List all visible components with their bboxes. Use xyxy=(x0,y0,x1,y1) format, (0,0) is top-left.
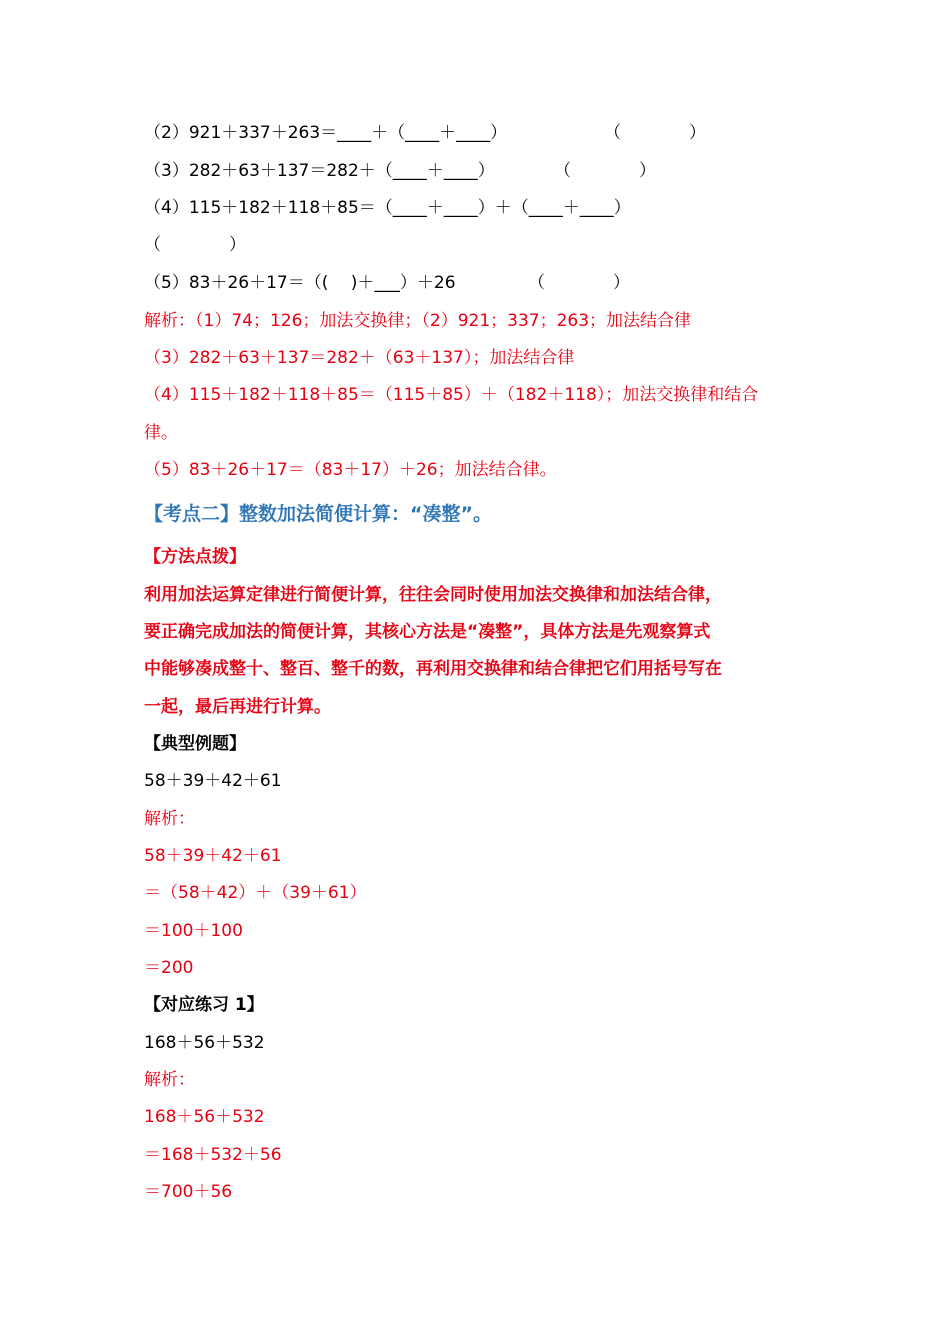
example-analysis-line: ＝100＋100 xyxy=(144,921,243,941)
answer-paren-3: （ ） xyxy=(554,161,656,181)
practice-heading: 【对应练习 1】 xyxy=(144,995,264,1015)
analysis-line: 解析：（1）74；126；加法交换律；（2）921；337；263；加法结合律 xyxy=(144,311,692,331)
answer-paren-4: （ ） xyxy=(144,235,246,255)
question-5: （5）83＋26＋17＝（( )＋___）＋26 xyxy=(144,273,456,293)
method-line: 一起，最后再进行计算。 xyxy=(144,697,331,717)
practice-analysis-line: 168＋56＋532 xyxy=(144,1107,265,1127)
method-line: 利用加法运算定律进行简便计算，往往会同时使用加法交换律和加法结合律， xyxy=(144,585,722,605)
practice-analysis-line: ＝168＋532＋56 xyxy=(144,1145,282,1165)
analysis-line: （5）83＋26＋17＝（83＋17）＋26；加法结合律。 xyxy=(144,460,557,480)
method-heading: 【方法点拨】 xyxy=(144,547,246,567)
answer-paren-2: （ ） xyxy=(604,123,706,143)
example-analysis-line: ＝（58＋42）＋（39＋61） xyxy=(144,883,367,903)
analysis-line: 律。 xyxy=(144,423,178,443)
question-4: （4）115＋182＋118＋85＝（____＋____）＋（____＋____） xyxy=(144,198,631,218)
example-analysis-line: 解析： xyxy=(144,809,195,829)
practice-analysis-line: ＝700＋56 xyxy=(144,1182,233,1202)
analysis-line: （3）282＋63＋137＝282＋（63＋137）；加法结合律 xyxy=(144,348,575,368)
method-line: 要正确完成加法的简便计算，其核心方法是“凑整”，具体方法是先观察算式 xyxy=(144,622,711,642)
answer-paren-5: （ ） xyxy=(528,273,630,293)
practice-analysis-line: 解析： xyxy=(144,1070,195,1090)
example-analysis-line: 58＋39＋42＋61 xyxy=(144,846,282,866)
section-title: 【考点二】整数加法简便计算：“凑整”。 xyxy=(144,503,492,525)
example-problem: 58＋39＋42＋61 xyxy=(144,771,282,791)
question-2: （2）921＋337＋263＝____＋（____＋____） xyxy=(144,123,508,143)
analysis-line: （4）115＋182＋118＋85＝（115＋85）＋（182＋118）；加法交换律和结合 xyxy=(144,385,759,405)
example-analysis-line: ＝200 xyxy=(144,958,194,978)
practice-problem: 168＋56＋532 xyxy=(144,1033,265,1053)
example-heading: 【典型例题】 xyxy=(144,734,246,754)
question-3: （3）282＋63＋137＝282＋（____＋____） xyxy=(144,161,495,181)
method-line: 中能够凑成整十、整百、整千的数，再利用交换律和结合律把它们用括号写在 xyxy=(144,659,722,679)
